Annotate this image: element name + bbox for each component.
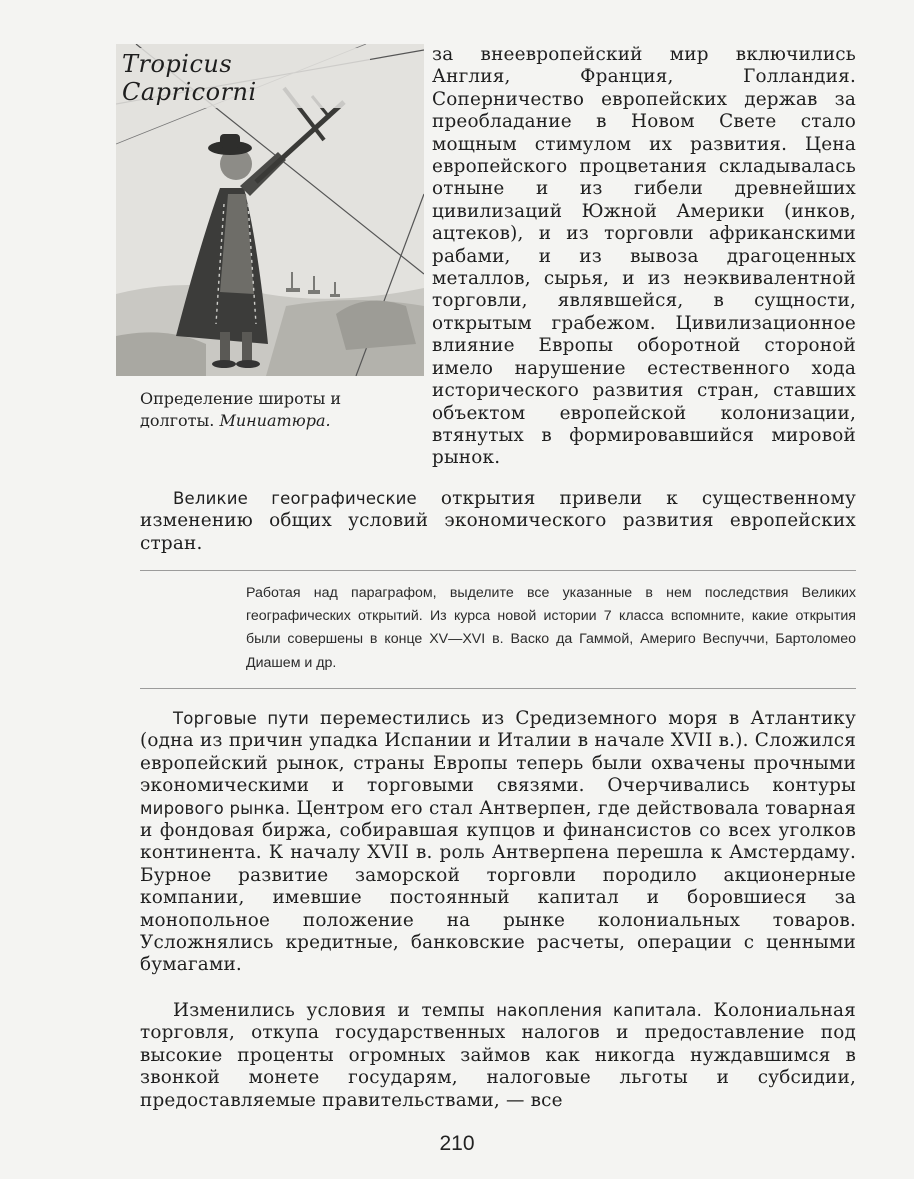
- figure-caption: [140, 388, 410, 432]
- paragraph-text: переместились из Средиземного моря в Атлантику (одна из причин упадка Испании и Италии в начале XVII в.). Сложился европейский рынок, страны Европы теперь были охвачены прочными экономическими и торговыми связями. Очерчивались контуры: [140, 708, 856, 797]
- illustration-navigator: [116, 44, 424, 376]
- assignment-note: Работая над параграфом, выделите все указанные в нем последствия Великих географических открытий. Из курса новой истории 7 класса вспомните, какие открытия были совершены в конце XV—XVI в. Васко да Гаммой, Америго Веспуччи, Бартоломео Диашем и др.: [246, 585, 856, 671]
- paragraph-capital: [140, 1000, 856, 1112]
- page-number: 210: [439, 1132, 475, 1155]
- paragraph-text: Центром его стал Антверпен, где действовала товарная и фондовая биржа, собиравшая купцов и финансистов со всех уголков континента. К началу XVII в. роль Антверпена перешла к Амстердаму. Бурное развитие заморской торговли породило акционерные компании, имевшие постоянный капитал и боровшиеся за монопольное положение на рынке колониальных товаров. Усложнялись кредитные, банковские расчеты, операции с ценными бумагами.: [140, 797, 856, 976]
- note-bottom-divider: [140, 688, 856, 689]
- paragraph-text: Изменились условия и темпы: [173, 1000, 485, 1021]
- note-top-divider: [140, 570, 856, 571]
- paragraph-lead: Великие географические: [173, 489, 417, 508]
- column-paragraph: за внеевропейский мир включились Англия, Франция, Голландия. Соперничество европейских держав за преобладание в Новом Свете стало мощным стимулом их развития. Цена европейского процветания складывалась отныне и из гибели древнейших цивилизаций Южной Америки (инков, ацтеков), и из торговли африканскими рабами, и из вывоза драгоценных металлов, сырья, и из неэквивалентной торговли, являвшейся, в сущности, открытым грабежом. Цивилизационное влияние Европы оборотной стороной имело нарушение естественного хода исторического развития стран, ставших объектом европейской колонизации, втянутых в формировавшийся мировой рынок.: [432, 44, 856, 469]
- paragraph-text: Колониальная торговля, откупа государственных налогов и предоставление под высокие проценты огромных займов как никогда нуждавшимся в звонкой монете государям, налоговые льготы и субсидии, предоставляемые правительствами, — все: [140, 1000, 856, 1111]
- paragraph-term: накопления капитала.: [496, 1001, 703, 1020]
- caption-text: Определение широты и долготы.: [140, 389, 342, 430]
- paragraph-discoveries: [140, 488, 856, 555]
- paragraph-term: мирового рынка.: [140, 798, 291, 818]
- paragraph-text: открытия привели к существенному изменению общих условий экономического развития европейских стран.: [140, 488, 856, 554]
- paragraph-trade: [140, 708, 856, 977]
- latin-inscription: Tropicus Capricorni: [116, 48, 370, 108]
- paragraph-lead: Торговые пути: [173, 709, 310, 728]
- caption-italic: Миниатюра.: [219, 411, 331, 430]
